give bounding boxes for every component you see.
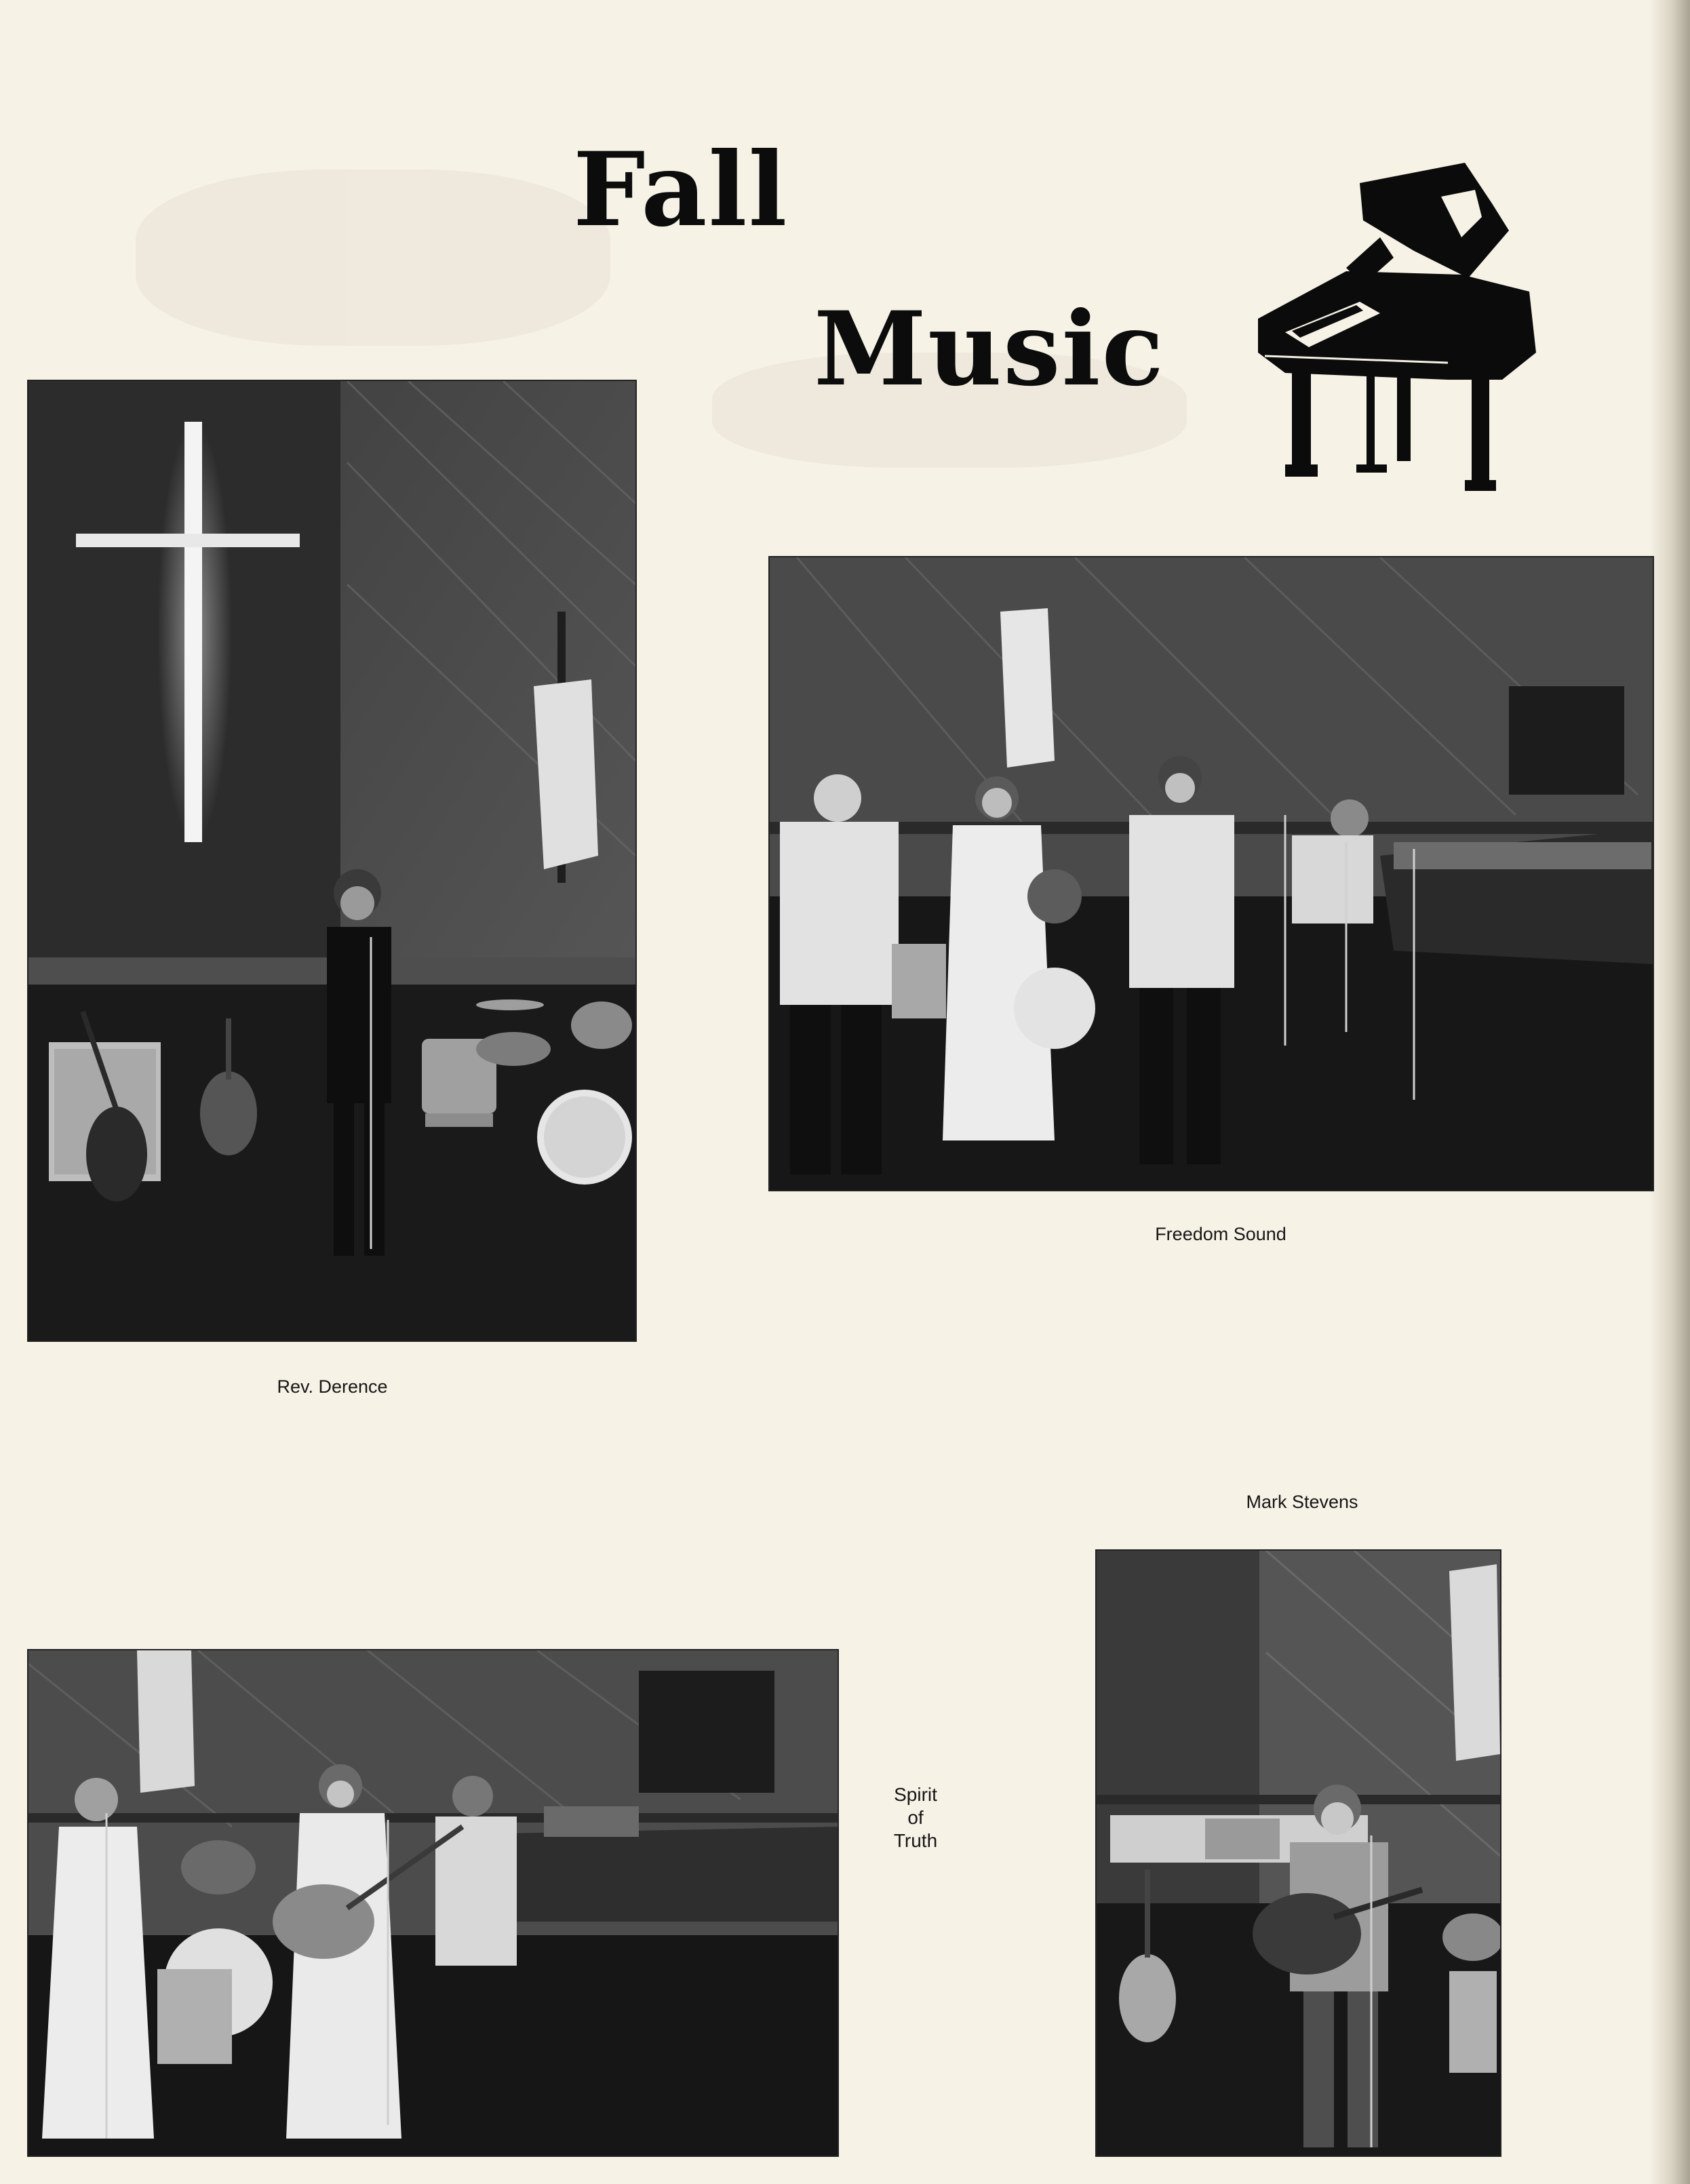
page-title-music: Music — [814, 290, 1165, 409]
caption-spirit-of-truth-line: of — [907, 1807, 924, 1828]
caption-spirit-of-truth — [875, 1783, 956, 1852]
photo-mark-stevens — [1095, 1549, 1501, 2157]
grand-piano-icon — [1244, 156, 1543, 502]
photo-freedom-sound — [768, 556, 1654, 1191]
caption-spirit-of-truth-line: Truth — [893, 1830, 938, 1851]
caption-mark-stevens: Mark Stevens — [1246, 1492, 1358, 1512]
photo-rev-derence — [27, 380, 637, 1342]
caption-spirit-of-truth-line: Spirit — [894, 1784, 937, 1805]
bleed-through-ghost — [136, 170, 610, 346]
caption-rev-derence: Rev. Derence — [277, 1376, 388, 1397]
page-title-fall: Fall — [573, 130, 789, 250]
caption-freedom-sound: Freedom Sound — [1155, 1224, 1286, 1244]
photo-spirit-of-truth — [27, 1649, 839, 2157]
page-edge-shadow — [1649, 0, 1690, 2184]
